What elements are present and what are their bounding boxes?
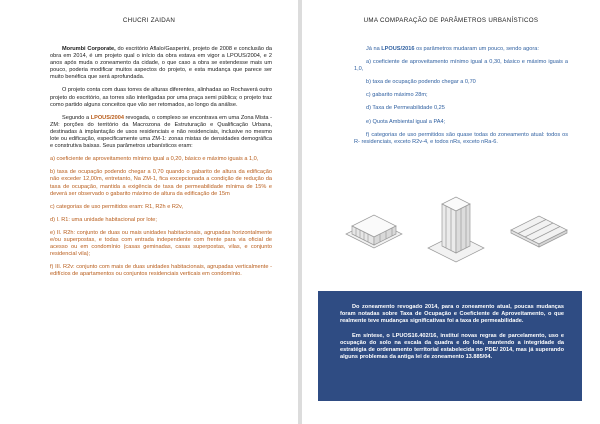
list-item: e) II. R2h: conjunto de duas ou mais unidades habitacionais, agrupadas horizontalmente e/ou superpostas, e todas com entrada independente com frente para via oficial de acesso ou em condomínio (casas geminadas, casas superpostas, vilas, e conjunto residencial vila); <box>50 229 272 258</box>
parameter-list-2016 <box>354 59 568 146</box>
low-block-icon <box>344 196 406 256</box>
paragraph-lead: Segundo a <box>62 114 91 121</box>
list-item: f) III. R2v: conjunto com mais de duas unidades habitacionais, agrupadas verticalmente - edifícios de apartamentos ou conjuntos residenciais verticais em condomínio. <box>50 264 272 278</box>
left-page <box>0 0 298 424</box>
list-item: a) coeficiente de aproveitamento mínimo igual a 0,30, básico e máximo iguais a 1,0, <box>354 59 568 73</box>
tower-icon <box>426 190 488 266</box>
list-item: b) taxa de ocupação podendo chegar a 0,70 <box>366 79 476 86</box>
zoning-illustrations <box>344 196 574 270</box>
project-name: Morumbi Corporate, <box>62 46 116 52</box>
running-head-right: UMA COMPARAÇÃO DE PARÂMETROS URBANÍSTICOS <box>363 17 539 24</box>
summary-callout <box>318 291 582 401</box>
law-reference: LPOUS/2016 <box>381 46 415 52</box>
paragraph-lead: Já na <box>366 46 382 52</box>
left-column <box>50 46 272 284</box>
list-item: d) I. R1: uma unidade habitacional por lote; <box>50 216 157 223</box>
parameter-list-2004 <box>50 156 272 278</box>
paragraph-text: revogada, o complexo se encontrava em uma Zona Mista - ZM: porções do território da Macrozona de Estruturação e Qualificação Urbana, destinadas à implantação de usos residenciais e não residenciais, inclusive no mesmo lote ou edificação, especificamente uma ZM-1: zonas mistas de densidades demográfica e construtiva baixas. Seus parâmetros urbanísticos eram: <box>50 114 272 150</box>
list-item: c) categorias de uso permitidos eram: R1, R2h e R2v, <box>50 203 183 210</box>
flat-lot-icon <box>509 206 571 256</box>
paragraph-text: os parâmetros mudaram um pouco, sendo agora: <box>414 46 539 52</box>
right-page <box>302 0 600 424</box>
list-item: f) categorias de uso permitidos são quase todas do zoneamento atual: todos os R- residenciais, exceto R2v-4, e todos nRs, exceto nRa-6. <box>354 131 568 145</box>
right-column <box>354 46 568 152</box>
law-reference: LPOUS/2004 <box>90 114 124 121</box>
running-head-left: CHUCRI ZAIDAN <box>122 17 176 24</box>
list-item: d) Taxa de Permeabilidade 0,25 <box>366 105 445 112</box>
paragraph-lpous2016 <box>354 46 568 53</box>
list-item: e) Quota Ambiental igual a PA4; <box>366 118 446 125</box>
callout-paragraph: Em síntese, o LPUOS16.402/16, instituí novas regras de parcelamento, uso e ocupação do solo na escala da quadra e do lote, mantendo a integridade da estratégia de ordenamento territorial estabelecida no PDE/ 2014, mas já superando alguns problemas da antiga lei de zoneamento 13.885/04. <box>340 332 564 361</box>
callout-paragraph: Do zoneamento revogado 2014, para o zoneamento atual, poucas mudanças foram notadas sobre Taxa de Ocupação e Coeficiente de Aproveitamento, o que realmente teve mudanças significativas foi a taxa de permeabilidade. <box>340 304 564 325</box>
paragraph-morumbi <box>50 46 272 81</box>
list-item: b) taxa de ocupação podendo chegar a 0,70 quando o gabarito de altura da edificação não exceder 12,00m, entretanto, Na ZM-1, fica excepcionada a condição de redução da taxa de ocupação, mantida a exigência de taxa de permeabilidade mínima de 15% e deverá ser observado o gabarito máximo de altura da edificação de 15m <box>50 169 272 197</box>
list-item: c) gabarito máximo 28m; <box>366 92 428 99</box>
paragraph-text: do escritório Aflalo/Gasperini, projeto de 2008 e conclusão da obra em 2014, é um projeto qual o início da obra estava em vigor a LPOUS/2004, e 2 anos após muda o zoneamento da cidade, o que caso a obra se estendesse mais um pouco, poderia modificar muitos aspectos do projeto, e esta mudança que parece ser muito benéfica que será aprofundada. <box>50 46 272 81</box>
paragraph-lpous2004 <box>50 115 272 150</box>
paragraph-towers: O projeto conta com duas torres de alturas diferentes, alinhadas ao Rochaverá outro projeto do escritório, as torres são interligadas por uma praça semi pública; o projeto traz como partido alguns conceitos que vão ser retomados, ao longo da análise. <box>50 87 272 108</box>
list-item: a) coeficiente de aproveitamento mínimo igual a 0,20, básico e máximo iguais a 1,0, <box>50 156 259 163</box>
